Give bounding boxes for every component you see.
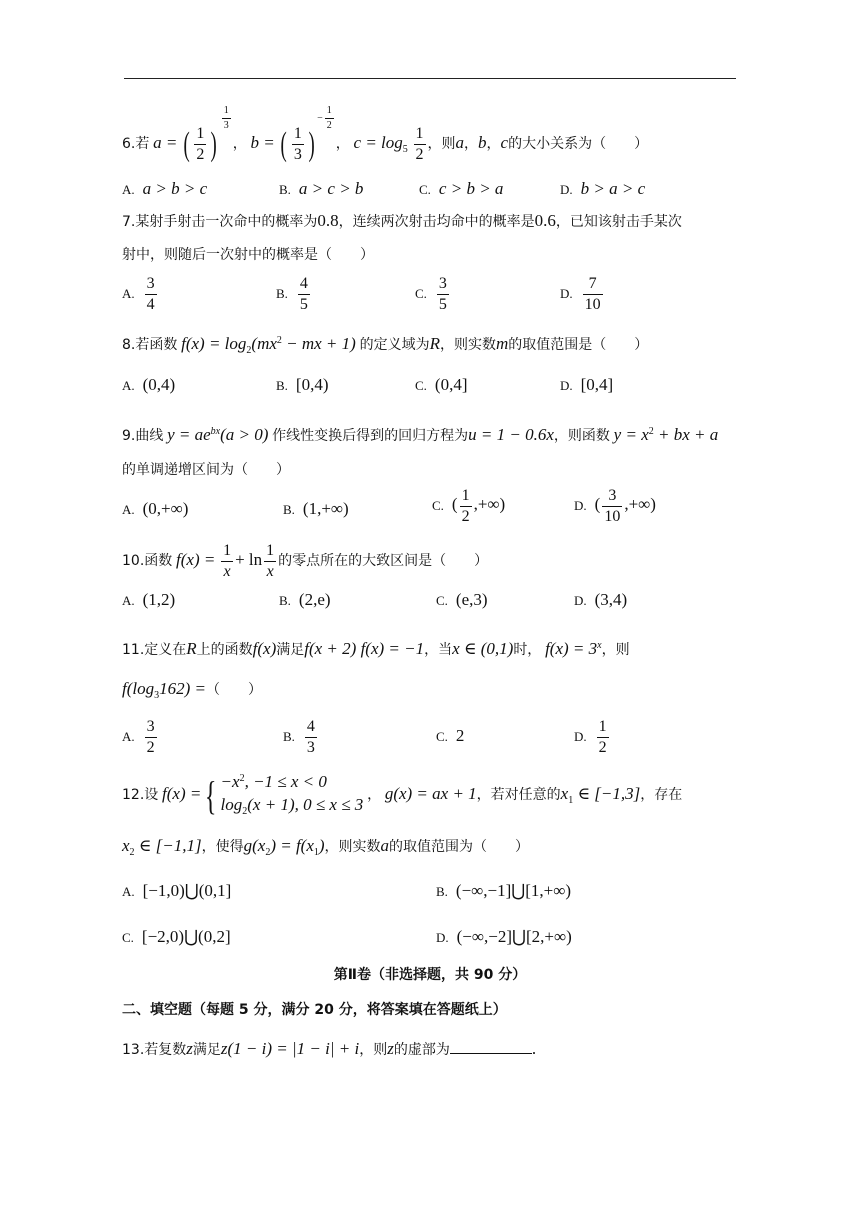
question-11 [122, 636, 630, 660]
var-a: a [455, 132, 465, 152]
q6-option-c[interactable] [419, 179, 503, 201]
q12-expr: ) [318, 836, 325, 855]
q7-option-a[interactable] [122, 276, 159, 313]
q8-option-c[interactable] [415, 375, 468, 397]
question-6 [122, 105, 649, 163]
numerator: 1 [221, 543, 233, 562]
denominator: 2 [196, 146, 205, 163]
q10-expr: f(x) = [176, 549, 216, 569]
denominator: x [223, 563, 231, 580]
case-expr: −x [220, 772, 240, 791]
fraction [460, 488, 472, 525]
option-label: D. [560, 378, 573, 393]
q12-option-b[interactable] [436, 881, 571, 903]
q11-text: ，则 [601, 642, 630, 658]
exponent: bx [210, 426, 221, 437]
comma: ， [486, 135, 501, 152]
option-label: A. [122, 502, 135, 517]
question-11-line2 [122, 679, 262, 706]
option-label: D. [560, 285, 573, 301]
q9-text: 作线性变换后得到的回归方程为 [272, 428, 469, 444]
left-brace: { [205, 772, 217, 818]
denominator: 5 [299, 296, 308, 313]
q12-expr: g(x [243, 836, 266, 855]
right-paren: ) [308, 125, 315, 163]
question-9-line2 [122, 460, 290, 480]
subscript: 1 [568, 794, 574, 806]
minus-sign: − [317, 112, 323, 124]
option-text: [0,4) [295, 375, 329, 394]
numerator: 1 [194, 126, 206, 145]
option-text: [−2,0)⋃(0,2] [141, 927, 231, 946]
option-text: (1,2) [142, 590, 176, 609]
question-7-line2 [122, 245, 374, 265]
option-label: C. [415, 378, 427, 393]
denominator: 3 [223, 120, 229, 131]
q8-option-a[interactable] [122, 375, 175, 397]
question-8 [122, 331, 648, 361]
q9-text: 9.曲线 [122, 428, 164, 444]
comma: ， [335, 135, 350, 152]
header-rule [124, 78, 736, 79]
option-label: C. [415, 285, 427, 301]
exponent: 2 [239, 773, 245, 784]
option-text: (3,4) [594, 590, 628, 609]
fraction [602, 488, 622, 525]
q12-expr: f(x) = [162, 783, 202, 803]
option-text: (0,4) [142, 375, 176, 394]
q11-text: ，当 [424, 642, 453, 658]
option-label: A. [122, 285, 135, 301]
numerator: 3 [145, 276, 157, 295]
q13-text: 的虚部为 [393, 1042, 450, 1058]
q12-expr: x [560, 783, 569, 803]
fraction [194, 126, 206, 163]
case-2 [221, 794, 364, 823]
q11-text: （ ） [206, 682, 262, 698]
q10-expr: + ln [235, 549, 263, 569]
period: . [531, 1039, 537, 1058]
denominator: 3 [306, 739, 315, 756]
denominator: 4 [146, 296, 155, 313]
fraction [305, 719, 317, 756]
subscript: 2 [265, 847, 271, 858]
q6-text: ，则 [427, 135, 456, 152]
option-label: B. [276, 285, 288, 301]
q12-expr: ∈ [−1,3] [573, 783, 641, 803]
q11-text: 时， [513, 642, 542, 658]
q11-expr: 162) = [159, 679, 206, 698]
q8-text: 的取值范围是（ ） [508, 337, 649, 353]
piecewise-cases [221, 768, 364, 823]
q13-text: 13.若复数 [122, 1042, 187, 1058]
option-text: [0,4] [580, 375, 614, 394]
option-text: 2 [455, 726, 465, 745]
numerator: 1 [264, 543, 276, 562]
q6-text: 若 [135, 135, 150, 152]
fraction [583, 276, 603, 313]
q7-value: 0.8 [317, 211, 339, 230]
option-label: D. [574, 728, 587, 744]
case-expr: , −1 ≤ x < 0 [244, 772, 327, 791]
q12-expr: ∈ [−1,1] [134, 836, 202, 855]
q8-expr: f(x) = log [181, 334, 247, 353]
q12-option-d[interactable] [436, 927, 572, 949]
q9-expr: u = 1 − 0.6x [468, 425, 554, 444]
q11-text: 11.定义在 [122, 642, 187, 658]
numerator: 1 [325, 106, 334, 119]
fraction [221, 543, 233, 580]
denominator: 10 [604, 508, 621, 525]
q6-option-d[interactable] [560, 179, 645, 201]
q10-text: 10.函数 [122, 552, 173, 569]
question-number: 6. [122, 135, 136, 152]
q11-option-c[interactable] [436, 726, 464, 748]
question-13 [122, 1039, 536, 1060]
option-label: D. [560, 182, 573, 197]
option-text: a > b > c [142, 179, 208, 198]
numerator: 4 [305, 719, 317, 738]
option-text: (e,3) [455, 590, 488, 609]
exponent: 2 [648, 426, 654, 437]
q8-text: 的定义域为 [359, 337, 430, 353]
q12-expr: x [122, 836, 130, 855]
exp-fraction [325, 106, 334, 131]
denominator: 2 [146, 739, 155, 756]
comma: ， [367, 786, 382, 803]
answer-blank[interactable] [450, 1039, 532, 1054]
numerator: 1 [222, 106, 231, 119]
numerator: 1 [414, 126, 426, 145]
exponent: x [597, 640, 602, 651]
q7-option-b[interactable] [276, 276, 312, 313]
option-label: B. [283, 502, 295, 517]
log-base: 3 [154, 690, 160, 701]
option-text: b > a > c [580, 179, 646, 198]
q12-text: ，使得 [201, 839, 244, 855]
numerator: 1 [597, 719, 609, 738]
numerator: 1 [292, 126, 304, 145]
option-text: c > b > a [438, 179, 504, 198]
section-heading-wrap [0, 964, 860, 984]
numerator: 1 [460, 488, 472, 507]
part-2-heading [122, 1000, 507, 1020]
var-b: b [478, 132, 487, 152]
question-10 [122, 543, 488, 580]
case-1 [221, 768, 364, 794]
q11-text: 上的函数 [196, 642, 253, 658]
q6-option-b[interactable] [279, 179, 363, 201]
option-label: C. [436, 729, 448, 744]
q13-expr: z(1 − i) = |1 − i| + i [220, 1039, 360, 1058]
q6-c-expr: c = log [353, 132, 403, 152]
exponent [317, 106, 336, 131]
q9-option-b[interactable] [283, 499, 349, 521]
option-label: B. [276, 378, 288, 393]
comma: ， [232, 135, 247, 152]
denominator: 2 [326, 120, 332, 131]
part-2-text: 二、填空题（每题 5 分，满分 20 分，将答案填在答题纸上） [122, 1002, 507, 1018]
q12-text: 的取值范围为（ ） [389, 839, 530, 855]
exponent: 2 [276, 335, 282, 346]
q6-b-expr: b = [250, 132, 275, 152]
right-paren: ) [210, 125, 218, 163]
option-label: A. [122, 593, 135, 608]
q7-text: 7.某射手射击一次命中的概率为 [122, 214, 318, 230]
q13-text: 满足 [192, 1042, 221, 1058]
option-text: (−∞,−2]⋃[2,+∞) [456, 927, 572, 946]
exp-fraction [222, 106, 231, 131]
q7-option-d[interactable] [560, 276, 605, 313]
numerator: 3 [145, 719, 157, 738]
q11-expr: x ∈ (0,1) [452, 639, 514, 658]
question-7 [122, 211, 682, 232]
q6-text: 的大小关系为（ ） [508, 135, 649, 152]
question-12 [122, 768, 682, 823]
var-c: c [500, 132, 509, 152]
comma: ， [464, 135, 479, 152]
option-label: C. [436, 593, 448, 608]
option-label: B. [279, 182, 291, 197]
var-z: z [387, 1039, 394, 1058]
numerator: 3 [602, 488, 622, 507]
q11-text: 满足 [276, 642, 305, 658]
fraction [145, 276, 157, 313]
q11-option-b[interactable] [283, 719, 319, 756]
q9-expr: y = ae [167, 425, 211, 444]
q9-option-a[interactable] [122, 499, 188, 521]
option-label: B. [279, 593, 291, 608]
q12-text: ，若对任意的 [476, 786, 561, 803]
fraction [292, 126, 304, 163]
q12-expr: ) = f(x [270, 836, 314, 855]
option-text: (0,+∞) [142, 499, 189, 518]
q8-text: ，则实数 [439, 337, 496, 353]
option-text: a > c > b [298, 179, 364, 198]
option-text: ,+∞) [473, 494, 506, 514]
q13-text: ，则 [359, 1042, 388, 1058]
numerator: 3 [437, 276, 449, 295]
subscript: 2 [129, 847, 135, 858]
numerator: 4 [298, 276, 310, 295]
denominator: x [266, 563, 274, 580]
option-text: (2,e) [298, 590, 331, 609]
q7-text: ，连续两次射击均命中的概率是 [338, 214, 535, 230]
exponent [220, 106, 233, 131]
option-label: D. [436, 930, 449, 945]
case-expr: log [220, 795, 243, 814]
fraction [437, 276, 449, 313]
log-base: 5 [402, 143, 408, 155]
q7-text: 射中，则随后一次射中的概率是（ ） [122, 247, 374, 263]
q11-expr: f(x) [252, 639, 277, 658]
q11-option-a[interactable] [122, 719, 159, 756]
option-text: (0,4] [434, 375, 468, 394]
option-label: A. [122, 884, 135, 899]
paren: ( [594, 494, 601, 514]
q11-option-d[interactable] [574, 719, 611, 756]
question-12-line2 [122, 836, 529, 863]
case-expr: (x + 1), 0 ≤ x ≤ 3 [247, 795, 364, 814]
option-label: C. [432, 497, 444, 513]
denominator: 10 [584, 296, 601, 313]
var-r: R [429, 334, 440, 353]
q9-expr: (a > 0) [220, 425, 269, 444]
q11-expr: f(x + 2) f(x) = −1 [304, 639, 425, 658]
q8-expr: − mx + 1) [281, 334, 356, 353]
q9-option-d[interactable] [574, 488, 656, 525]
question-9 [122, 422, 718, 446]
q7-value: 0.6 [534, 211, 556, 230]
option-label: B. [283, 728, 295, 744]
q8-option-d[interactable] [560, 375, 613, 397]
log-base: 2 [246, 345, 252, 356]
var-a: a [380, 836, 390, 855]
var-r: R [186, 639, 197, 658]
q6-option-a[interactable] [122, 179, 207, 201]
q8-option-b[interactable] [276, 375, 329, 397]
q12-text: 12.设 [122, 786, 159, 803]
option-label: B. [436, 884, 448, 899]
q12-option-a[interactable] [122, 881, 231, 903]
denominator: 2 [461, 508, 470, 525]
var-m: m [495, 334, 509, 353]
q12-option-c[interactable] [122, 927, 231, 949]
fraction [414, 126, 426, 163]
q8-expr: (mx [251, 334, 277, 353]
option-label: C. [122, 930, 134, 945]
denominator: 3 [293, 146, 302, 163]
section-heading: 第Ⅱ卷（非选择题，共 90 分） [333, 967, 527, 983]
q9-option-c[interactable] [432, 488, 505, 525]
left-paren: ( [281, 125, 288, 163]
fraction [145, 719, 157, 756]
subscript: 1 [313, 847, 319, 858]
q12-text: ，则实数 [324, 839, 381, 855]
fraction [597, 719, 609, 756]
q9-text: ，则函数 [553, 428, 610, 444]
option-text: (−∞,−1]⋃[1,+∞) [455, 881, 572, 900]
q9-text: 的单调递增区间为（ ） [122, 462, 290, 478]
q9-expr: + bx + a [653, 425, 719, 444]
option-text: ,+∞) [624, 494, 656, 514]
option-label: A. [122, 378, 135, 393]
option-label: C. [419, 182, 431, 197]
left-paren: ( [183, 125, 190, 163]
q10-option-d[interactable] [574, 590, 627, 612]
q10-text: 的零点所在的大致区间是（ ） [278, 552, 489, 569]
option-text: (1,+∞) [302, 499, 349, 518]
fraction [298, 276, 310, 313]
option-label: A. [122, 182, 135, 197]
q8-text: 8.若函数 [122, 337, 178, 353]
q11-expr: f(log [122, 679, 155, 698]
denominator: 5 [438, 296, 447, 313]
option-text: [−1,0)⋃(0,1] [142, 881, 232, 900]
denominator: 2 [415, 146, 424, 163]
q12-expr: g(x) = ax + 1 [384, 783, 477, 803]
q11-expr: f(x) = 3 [545, 639, 598, 658]
option-label: A. [122, 728, 135, 744]
q10-option-a[interactable] [122, 590, 175, 612]
option-label: D. [574, 593, 587, 608]
log-base: 2 [242, 806, 248, 817]
q10-option-c[interactable] [436, 590, 488, 612]
q9-expr: y = x [613, 425, 649, 444]
option-label: D. [574, 497, 587, 513]
fraction [264, 543, 276, 580]
paren: ( [451, 494, 458, 514]
q7-text: ，已知该射击手某次 [555, 214, 682, 230]
denominator: 2 [598, 739, 607, 756]
q12-text: ，存在 [640, 786, 683, 803]
q10-option-b[interactable] [279, 590, 331, 612]
q6-a-expr: a = [153, 132, 178, 152]
numerator: 7 [583, 276, 603, 295]
var-z: z [186, 1039, 193, 1058]
q7-option-c[interactable] [415, 276, 451, 313]
